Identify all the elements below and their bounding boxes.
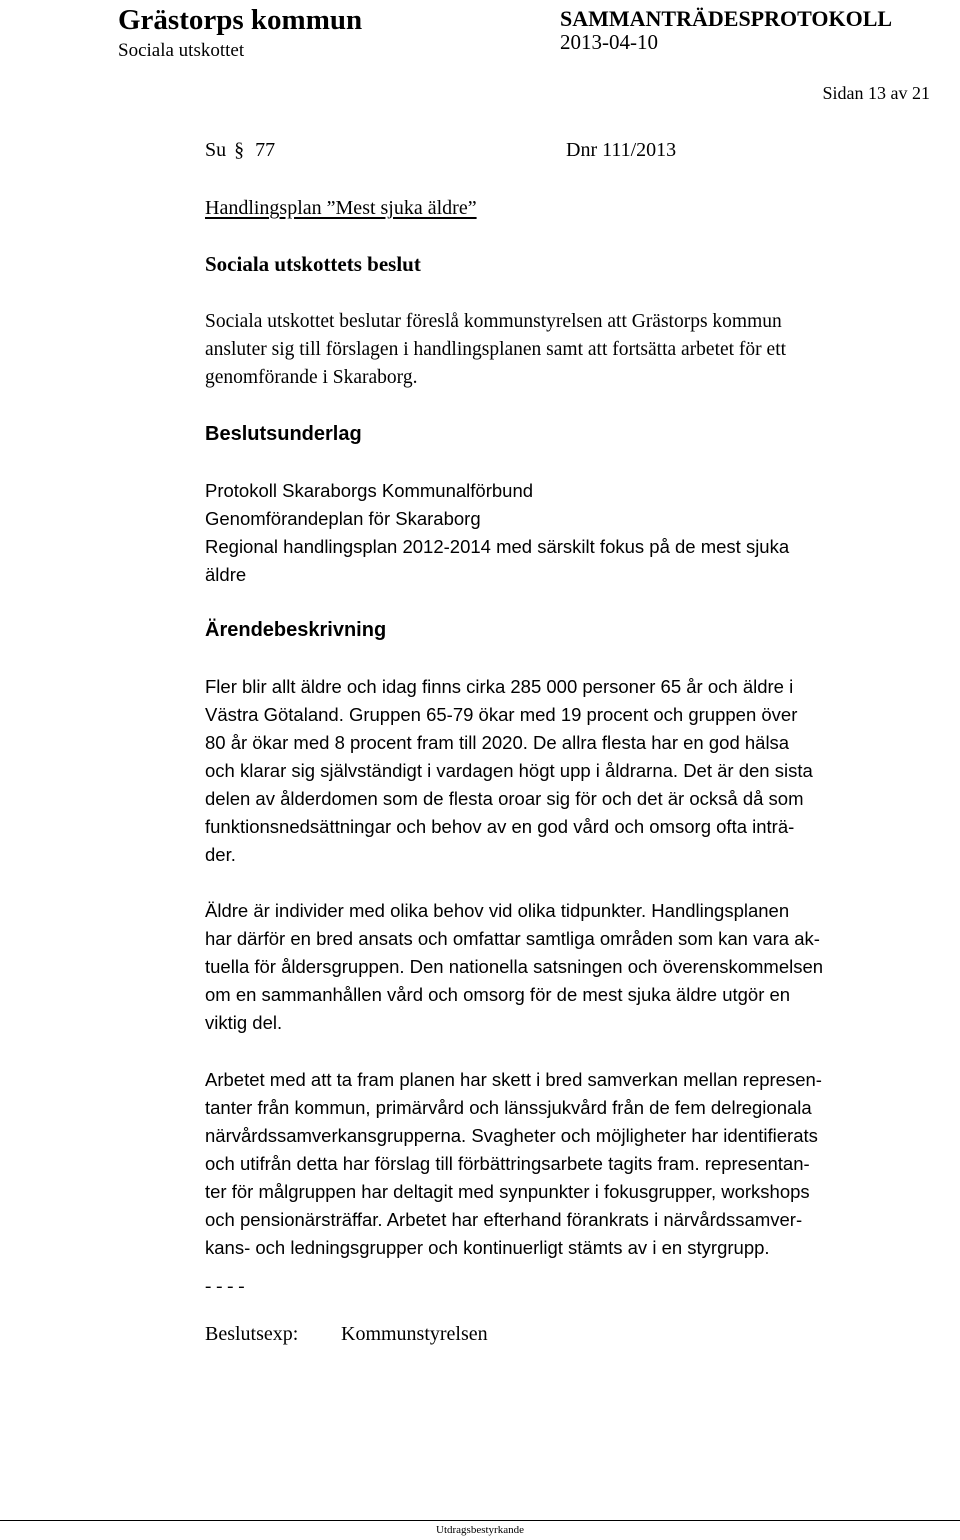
attestation-label: Utdragsbestyrkande (436, 1524, 524, 1536)
description-line: Västra Götaland. Gruppen 65-79 ökar med 19 procent och gruppen över (205, 704, 798, 725)
section-number: 77 (255, 139, 276, 161)
case-number: Dnr 111/2013 (566, 139, 677, 161)
description-line: viktig del. (205, 1012, 283, 1033)
dispatch-label: Beslutsexp: (205, 1323, 299, 1345)
end-dashes: - - - - (205, 1276, 245, 1297)
committee-name: Sociala utskottet (118, 40, 245, 61)
section-reference (205, 139, 275, 162)
document-type: SAMMANTRÄDESPROTOKOLL (560, 6, 893, 31)
description-line: om en sammanhållen vård och omsorg för de mest sjuka äldre utgör en (205, 984, 791, 1005)
decision-line: Sociala utskottet beslutar föreslå kommunstyrelsen att Grästorps kommun (205, 311, 782, 332)
description-line: och utifrån detta har förslag till förbättringsarbete tagits fram. representan- (205, 1153, 810, 1174)
municipality-name: Grästorps kommun (118, 4, 363, 36)
description-line: Äldre är individer med olika behov vid olika tidpunkter. Handlingsplanen (205, 900, 790, 921)
basis-line: Protokoll Skaraborgs Kommunalförbund (205, 480, 534, 501)
dispatch-recipient: Kommunstyrelsen (341, 1323, 488, 1345)
description-heading: Ärendebeskrivning (205, 619, 387, 641)
description-line: tuella för åldersgruppen. Den nationella satsningen och överenskommelsen (205, 956, 824, 977)
section-prefix: Su (205, 139, 227, 161)
meeting-date: 2013-04-10 (560, 30, 658, 54)
description-line: der. (205, 844, 236, 865)
basis-heading: Beslutsunderlag (205, 423, 362, 445)
section-symbol: § (234, 139, 245, 161)
page-number: Sidan 13 av 21 (822, 83, 930, 103)
description-line: och pensionärsträffar. Arbetet har efterhand förankrats i närvårdssamver- (205, 1209, 803, 1230)
case-title: Handlingsplan ”Mest sjuka äldre” (205, 197, 477, 219)
description-line: närvårdssamverkansgrupperna. Svagheter och möjligheter har identifierats (205, 1125, 818, 1146)
decision-line: genomförande i Skaraborg. (205, 367, 418, 388)
description-line: Fler blir allt äldre och idag finns cirka 285 000 personer 65 år och äldre i (205, 676, 794, 697)
decision-line: ansluter sig till förslagen i handlingsplanen samt att fortsätta arbetet för ett (205, 339, 787, 360)
description-line: delen av ålderdomen som de flesta oroar sig för och det är också då som (205, 788, 804, 809)
description-line: ter för målgruppen har deltagit med synpunkter i fokusgrupper, workshops (205, 1181, 810, 1202)
description-line: kans- och ledningsgrupper och kontinuerligt stämts av i en styrgrupp. (205, 1237, 770, 1258)
description-line: funktionsnedsättningar och behov av en god vård och omsorg ofta inträ- (205, 816, 795, 837)
description-line: och klarar sig självständigt i vardagen högt upp i åldrarna. Det är den sista (205, 760, 813, 781)
decision-heading: Sociala utskottets beslut (205, 252, 421, 276)
description-line: Arbetet med att ta fram planen har skett i bred samverkan mellan represen- (205, 1069, 822, 1090)
description-line: 80 år ökar med 8 procent fram till 2020. De allra flesta har en god hälsa (205, 732, 790, 753)
basis-line: Genomförandeplan för Skaraborg (205, 508, 481, 529)
description-line: har därför en bred ansats och omfattar samtliga områden som kan vara ak- (205, 928, 820, 949)
basis-line: Regional handlingsplan 2012-2014 med särskilt fokus på de mest sjuka (205, 536, 790, 557)
footer-divider (0, 1520, 960, 1521)
description-line: tanter från kommun, primärvård och länssjukvård från de fem delregionala (205, 1097, 812, 1118)
basis-line: äldre (205, 564, 247, 585)
